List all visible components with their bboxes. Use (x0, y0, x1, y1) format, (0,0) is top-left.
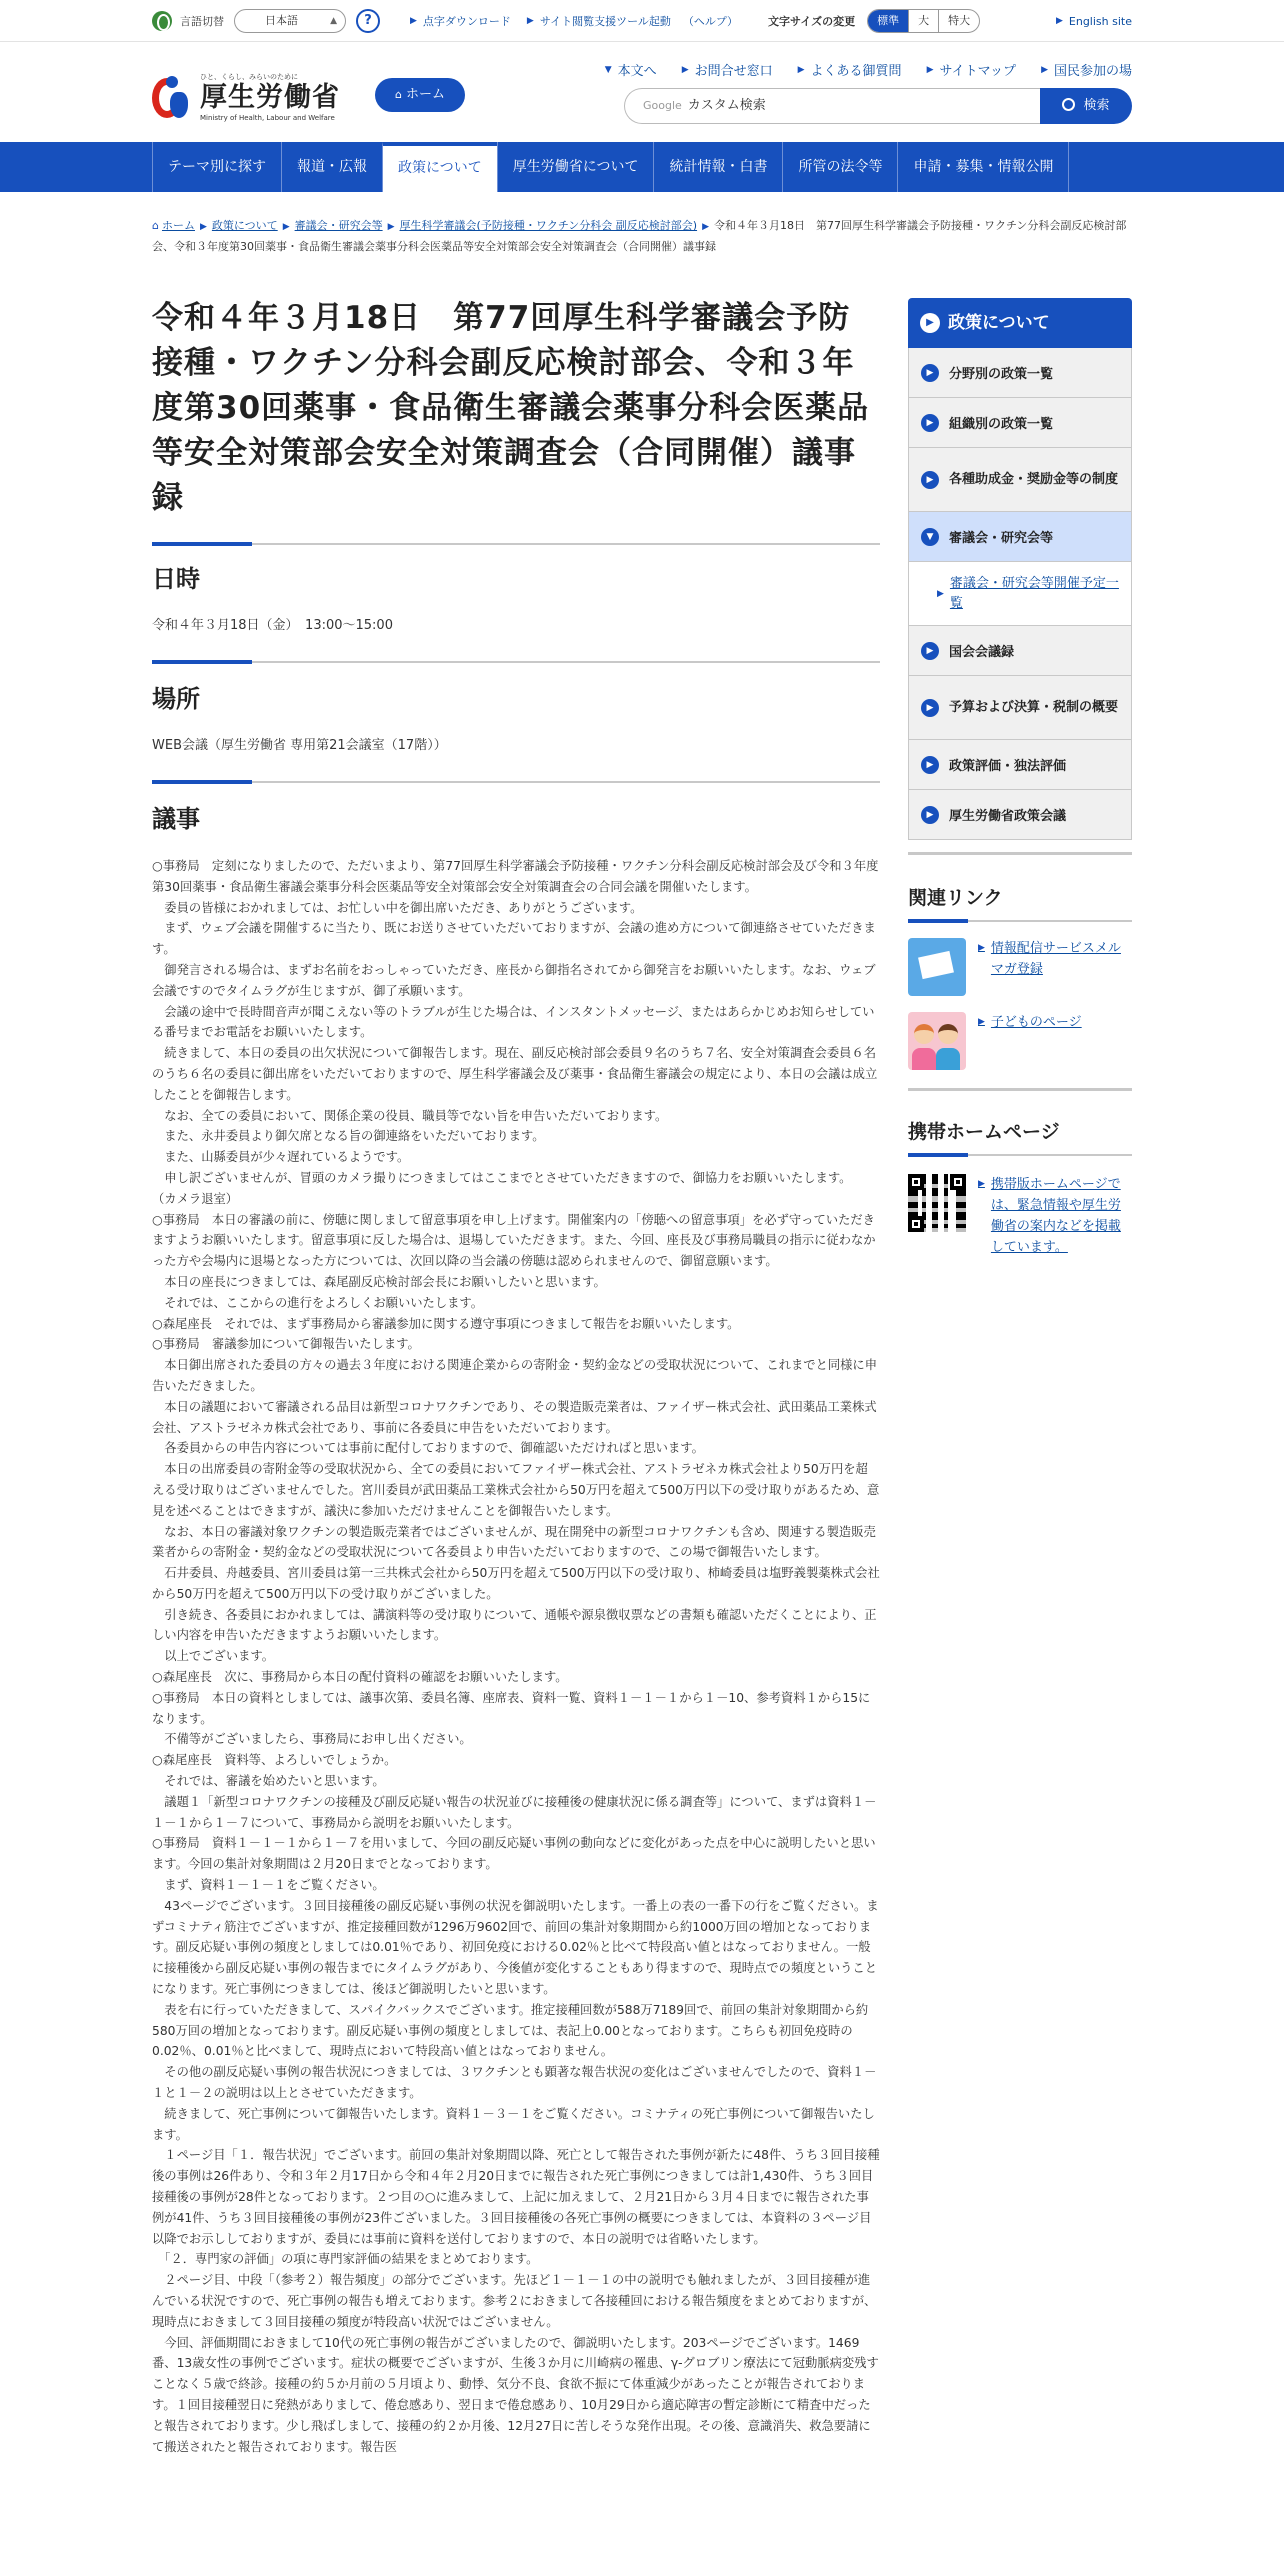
font-size-xlarge-button[interactable]: 特大 (938, 10, 979, 32)
agenda-paragraph: 続きまして、死亡事例について御報告いたします。資料１－３－１をご覧ください。コミナティの死亡事例について御報告いたします。 (152, 2106, 875, 2142)
chevron-right-icon: ▶ (921, 699, 939, 717)
braille-download-link[interactable] (410, 13, 511, 29)
arrow-right-icon: ▶ (797, 64, 805, 75)
agenda-paragraph: 御発言される場合は、まずお名前をおっしゃっていただき、座長から御指名されてから御発言をお願いいたします。なお、ウェブ会議ですのでタイムラグが生じますが、御了承願います。 (152, 962, 876, 998)
search-button-label: 検索 (1083, 98, 1110, 113)
nav-applications[interactable]: 申請・募集・情報公開 (897, 142, 1069, 192)
agenda-paragraph: 本日の出席委員の寄附金等の受取状況から、全ての委員においてファイザー株式会社、アストラゼネカ株式会社より50万円を超える受け取りはございませんでした。宮川委員が武田薬品工業株式会社から50万円を超えて500万円以下の受け取りがあるため、意見を述べることはできますが、議決に参加いただけませんことを御報告いたします。 (152, 1462, 880, 1518)
header-link-faq[interactable] (798, 60, 902, 79)
agenda-paragraph: それでは、審議を始めたいと思います。 (152, 1774, 385, 1789)
agenda-paragraph: その他の副反応疑い事例の報告状況につきましては、３ワクチンとも顕著な報告状況の変化はございませんでしたので、資料１－１と１－２の説明は以上とさせていただきます。 (152, 2065, 877, 2101)
mobile-link[interactable] (978, 1174, 1132, 1258)
arrow-right-icon: ▶ (1055, 16, 1063, 26)
chevron-right-icon: ▶ (921, 642, 939, 660)
logo-mark-icon (152, 72, 194, 122)
agenda-paragraph: また、山縣委員が少々遅れているようです。 (152, 1150, 410, 1165)
sidebar-header-label: 政策について (948, 313, 1050, 333)
arrow-right-icon: ▶ (526, 16, 534, 26)
agenda-paragraph: なお、本日の審議対象ワクチンの製造販売業者ではございませんが、現在開発中の新型コロナワクチンも含め、関連する製造販売業者からの寄附金・契約金などの受取状況について各委員より申告いただいておりますので、この場で御報告いたします。 (152, 1524, 876, 1560)
arrow-right-icon: ▶ (978, 943, 985, 953)
sidebar-item-by-field[interactable] (908, 348, 1132, 398)
agenda-paragraph: ○事務局 本日の審議の前に、傍聴に関しまして留意事項を申し上げます。開催案内の「傍聴への留意事項」を必ず守っていただきますようお願いいたします。留意事項に反した場合は、退場していただきます。また、今回、座長及び事務局職員の指示に従わなかった方や会場内に退場となった方については、次回以降の当会議の傍聴は認められませんので、御留意願います。 (152, 1212, 876, 1269)
arrow-right-icon: ▶ (410, 16, 417, 26)
section-heading-agenda: 議事 (152, 805, 200, 833)
sidebar-item-councils[interactable] (908, 512, 1132, 562)
agenda-paragraph: それでは、ここからの進行をよろしくお願いいたします。 (152, 1295, 484, 1310)
header-link-label: 本文へ (617, 64, 657, 79)
header-link-label: サイトマップ (939, 64, 1017, 79)
related-link[interactable] (978, 1012, 1082, 1070)
english-site-label: English site (1068, 14, 1132, 28)
agenda-paragraph: ○事務局 資料１－１－１から１－７を用いまして、今回の副反応疑い事例の動向などに変化があった点を中心に説明したいと思います。今回の集計対象期間は２月20日までとなっております。 (152, 1836, 876, 1872)
language-label: 言語切替 (180, 15, 224, 28)
mobile-heading: 携帯ホームページ (908, 1121, 1060, 1143)
breadcrumb-separator-icon: ▶ (387, 222, 395, 232)
font-size-normal-button[interactable]: 標準 (868, 10, 908, 32)
site-search (624, 88, 1132, 124)
agenda-paragraph: ○事務局 本日の資料としましては、議事次第、委員名簿、座席表、資料一覧、資料１－１－１から１－10、参考資料１から15になります。 (152, 1690, 871, 1726)
agenda-paragraph: 今回、評価期間におきまして10代の死亡事例の報告がございましたので、御説明いたします。203ページでございます。1469番、13歳女性の事例でございます。症状の概要でございますが、生後３か月に川崎病の罹患、γ-グロブリン療法にて冠動脈病変残すことなく５歳で終診。接種の約５か月前の５月頃より、動悸、気分不良、食欲不振にて体重減少があったことが報告されております。１回目接種翌日に発熱がありまして、倦怠感あり、翌日まで倦怠感あり、10月29日から適応障害の暫定診断にて精査中だったと報告されております。少し飛ばしまして、接種の約２か月後、12月27日に苦しそうな発作出現。その後、意識消失、救急要請にて搬送されたと報告されております。報告医 (152, 2335, 879, 2454)
agenda-paragraph: （カメラ退室） (152, 1191, 239, 1206)
chevron-right-icon: ▶ (921, 756, 939, 774)
place-text: WEB会議（厚生労働省 専用第21会議室（17階）） (152, 738, 447, 753)
search-placeholder: カスタム検索 (687, 98, 766, 113)
mobile-divider (908, 1154, 1132, 1156)
sidebar-item-diet-records[interactable] (908, 626, 1132, 676)
breadcrumb-home[interactable]: ホーム (161, 219, 195, 232)
agenda-paragraph: なお、全ての委員において、関係企業の役員、職員等でない旨を申告いただいております。 (152, 1108, 668, 1123)
sidebar-item-label: 政策評価・独法評価 (949, 759, 1067, 774)
sidebar-header[interactable] (908, 298, 1132, 348)
search-icon (1062, 98, 1075, 111)
global-nav (0, 142, 1284, 192)
chevron-right-icon: ▶ (921, 364, 939, 382)
breadcrumb-policy[interactable]: 政策について (211, 219, 278, 232)
agenda-paragraph: 続きまして、本日の委員の出欠状況について御報告します。現在、副反応検討部会委員９名のうち７名、安全対策調査会委員６名のうち６名の委員に御出席をいただいておりますので、厚生科学審議会及び薬事・食品衛生審議会の規定により、本日の会議は成立したことを御報告します。 (152, 1046, 878, 1102)
agenda-paragraph: 43ページでございます。３回目接種後の副反応疑い事例の状況を御説明いたします。一番上の表の一番下の行をご覧ください。まずコミナティ筋注でございますが、推定接種回数が1296万9602回で、前回の集計対象期間から約1000万回の増加となっております。副反応疑い事例の頻度としましては0.01％であり、初回免疫における0.02％と比べて特段高い値とはなっておりません。一般に接種後から副反応疑い事例の報告までにタイムラグがあり、今後値が変化することもあり得ますので、現時点での頻度ということになります。死亡事例につきましては、後ほど御説明したいと思います。 (152, 1898, 879, 1997)
title-divider (152, 543, 880, 545)
agenda-paragraph: １ページ目「１．報告状況」でございます。前回の集計対象期間以降、死亡として報告された事例が新たに48件、うち３回目接種後の事例は26件あり、令和３年２月17日から令和４年２月20日までに報告された死亡事例につきましては計1,430件、うち３回目接種後の事例が28件となっております。２つ目の○に進みまして、上記に加えまして、２月21日から３月４日までに報告された事例が41件、うち３回目接種後の事例が23件ございました。３回目接種後の各死亡事例の概要につきましては、本資料の３ページ目以降でお示ししておりますが、委員には事前に資料を送付しておりますので、本日の説明では省略いたします。 (152, 2148, 880, 2246)
related-link-label: 情報配信サービスメルマガ登録 (990, 941, 1121, 977)
breadcrumb-council-page[interactable]: 厚生科学審議会(予防接種・ワクチン分科会 副反応検討部会) (399, 219, 698, 232)
font-size-switcher (867, 9, 980, 33)
nav-press[interactable]: 報道・広報 (281, 142, 382, 192)
utility-bar (0, 0, 1284, 42)
sidebar-item-label: 厚生労働省政策会議 (949, 809, 1067, 824)
search-brand: Google (643, 99, 682, 112)
nav-statistics[interactable]: 統計情報・白書 (653, 142, 782, 192)
arrow-down-icon: ▼ (604, 64, 612, 75)
sidebar-divider (908, 852, 1132, 855)
browsing-support-label: サイト閲覧支援ツール起動 (539, 15, 671, 28)
language-select[interactable] (234, 9, 346, 33)
globe-icon (152, 11, 172, 31)
sidebar-item-label: 審議会・研究会等 (949, 531, 1054, 546)
agenda-paragraph: ○事務局 審議参加について御報告いたします。 (152, 1337, 420, 1352)
sidebar-item-evaluation[interactable] (908, 740, 1132, 790)
font-size-large-button[interactable]: 大 (908, 10, 938, 32)
header-link-main-content[interactable] (605, 60, 657, 79)
agenda-paragraph: 本日の議題において審議される品目は新型コロナワクチンであり、その製造販売業者は、ファイザー株式会社、武田薬品工業株式会社、アストラゼネカ株式会社であり、事前に各委員に申告をいただいております。 (152, 1399, 877, 1435)
section-divider (152, 661, 880, 663)
agenda-paragraph: 委員の皆様におかれましては、お忙しい中を御出席いただき、ありがとうございます。 (152, 900, 643, 915)
related-link[interactable] (978, 938, 1132, 996)
site-header (0, 42, 1284, 142)
date-text: 令和４年３月18日（金） 13:00～15:00 (152, 618, 393, 633)
sidebar-item-subsidies[interactable] (908, 448, 1132, 512)
language-help-button[interactable]: ? (356, 9, 380, 33)
related-links-divider (908, 920, 1132, 922)
breadcrumb-councils[interactable]: 審議会・研究会等 (294, 219, 383, 232)
mail-icon (908, 938, 966, 996)
agenda-paragraph: 引き続き、各委員におかれましては、講演料等の受け取りについて、通帳や源泉徴収票などの書類も確認いただくことにより、正しい内容を申告いただきますようお願いいたします。 (152, 1607, 877, 1643)
english-site-link[interactable] (1056, 15, 1132, 28)
chevron-down-icon: ▼ (921, 528, 939, 546)
agenda-paragraph: また、永井委員より御欠席となる旨の御連絡をいただいております。 (152, 1129, 545, 1144)
header-link-participation[interactable] (1041, 60, 1132, 79)
search-input[interactable] (624, 88, 1040, 124)
chevron-down-icon: ▲ (330, 16, 337, 26)
sidebar-item-council-schedule[interactable] (908, 562, 1132, 626)
chevron-right-icon: ▶ (920, 313, 940, 333)
search-button[interactable] (1040, 88, 1132, 124)
agenda-paragraph: まず、資料１－１－１をご覧ください。 (152, 1878, 385, 1893)
sidebar-item-budget[interactable] (908, 676, 1132, 740)
home-icon: ⌂ (152, 219, 159, 232)
header-link-label: 国民参加の場 (1053, 64, 1132, 79)
sidebar-divider (908, 1088, 1132, 1091)
agenda-paragraph: ○森尾座長 それでは、まず事務局から審議参加に関する遵守事項につきまして報告をお願いいたします。 (152, 1316, 740, 1331)
main-content (152, 296, 880, 2457)
sidebar-item-label: 組織別の政策一覧 (949, 417, 1054, 432)
agenda-paragraph: 「２．専門家の評価」の項に専門家評価の結果をまとめております。 (152, 2252, 539, 2267)
agenda-paragraph: 表を右に行っていただきまして、スパイクバックスでございます。推定接種回数が588万7189回で、前回の集計対象期間から約580万回の増加となっております。副反応疑い事例の頻度としましては、表記上0.00となっております。こちらも初回免疫時の0.02％、0.01％と比べまして、現時点において特段高い値とはなっておりません。 (152, 2002, 869, 2059)
section-heading-date: 日時 (152, 565, 200, 593)
breadcrumb-current: 令和４年３月18日 第77回厚生科学審議会予防接種・ワクチン分科会副反応検討部会、令和３年度第30回薬事・食品衛生審議会薬事分科会医薬品等安全対策部会安全対策調査会（合同開催）議事録 (152, 219, 1127, 253)
header-link-label: お問合せ窓口 (694, 64, 773, 79)
agenda-paragraph: 申し訳ございませんが、冒頭のカメラ撮りにつきましてはここまでとさせていただきますので、御協力をお願いいたします。 (152, 1170, 852, 1185)
sidebar-item-label: 分野別の政策一覧 (949, 367, 1054, 382)
agenda-body (152, 856, 880, 2457)
breadcrumb-separator-icon: ▶ (282, 222, 290, 232)
logo-tagline: ひと、くらし、みらいのために (200, 73, 298, 81)
chevron-right-icon: ▶ (921, 471, 939, 489)
mobile-link-label: 携帯版ホームページでは、緊急情報や厚生労働省の案内などを掲載しています。 (990, 1177, 1121, 1255)
related-item-mailmagazine[interactable] (908, 938, 1132, 996)
children-icon (908, 1012, 966, 1070)
agenda-paragraph: 議題１「新型コロナワクチンの接種及び副反応疑い報告の状況並びに接種後の健康状況に係る調査等」について、まずは資料１－１－１から１－７について、事務局から説明をお願いいたします。 (152, 1794, 877, 1830)
braille-download-label: 点字ダウンロード (422, 15, 511, 28)
arrow-right-icon: ▶ (978, 1179, 985, 1189)
agenda-paragraph: 会議の途中で長時間音声が聞こえない等のトラブルが生じた場合は、インスタントメッセージ、またはあらかじめお知らせしている番号までお電話をお願いいたします。 (152, 1004, 875, 1040)
agenda-paragraph: ○森尾座長 資料等、よろしいでしょうか。 (152, 1753, 397, 1768)
arrow-right-icon: ▶ (1041, 64, 1048, 75)
section-heading-place: 場所 (152, 685, 200, 713)
agenda-paragraph: 本日の座長につきましては、森尾副反応検討部会長にお願いしたいと思います。 (152, 1274, 606, 1289)
related-link-label: 子どものページ (990, 1015, 1082, 1030)
header-link-sitemap[interactable] (927, 60, 1017, 79)
agenda-paragraph: 本日御出席された委員の方々の過去３年度における関連企業からの寄附金・契約金などの受取状況について、これまでと同様に申告いただきました。 (152, 1358, 878, 1393)
nav-laws[interactable]: 所管の法令等 (782, 142, 897, 192)
chevron-right-icon: ▶ (921, 414, 939, 432)
related-links-heading: 関連リンク (908, 887, 1003, 909)
logo-text (200, 72, 340, 122)
home-button[interactable] (375, 78, 465, 112)
qr-code-icon (908, 1174, 966, 1232)
sidebar-item-label: 予算および決算・税制の概要 (949, 699, 1119, 715)
agenda-paragraph: ２ページ目、中段「（参考２）報告頻度」の部分でございます。先ほど１－１－１の中の説明でも触れましたが、３回目接種が進んでいる状況ですので、死亡事例の報告も増えております。参考２におきまして各接種回における報告頻度をまとめておりますが、現時点におきまして３回目接種の頻度が特段高い状況ではございません。 (152, 2273, 877, 2329)
header-links (580, 60, 1132, 79)
agenda-paragraph: 以上でございます。 (152, 1649, 274, 1664)
related-item-kids-page[interactable] (908, 1012, 1132, 1070)
header-link-contact[interactable] (682, 60, 773, 79)
nav-about[interactable]: 厚生労働省について (497, 142, 654, 192)
browsing-support-link[interactable] (527, 13, 671, 29)
section-divider (152, 781, 880, 783)
agenda-paragraph: ○森尾座長 次に、事務局から本日の配付資料の確認をお願いいたします。 (152, 1670, 568, 1685)
chevron-right-icon: ▶ (921, 806, 939, 824)
agenda-paragraph: ○事務局 定刻になりましたので、ただいまより、第77回厚生科学審議会予防接種・ワクチン分科会副反応検討部会及び令和３年度第30回薬事・食品衛生審議会薬事分科会医薬品等安全対策部会安全対策調査会の合同会議を開催いたします。 (152, 859, 879, 894)
font-size-label: 文字サイズの変更 (767, 15, 856, 28)
home-icon: ⌂ (395, 88, 402, 101)
agenda-paragraph: まず、ウェブ会議を開催するに当たり、既にお送りさせていただいておりますが、会議の進め方について御連絡させていただきます。 (152, 921, 876, 957)
agenda-paragraph: 各委員からの申告内容については事前に配付しておりますので、御確認いただければと思います。 (152, 1441, 704, 1456)
sidebar-item-label: 審議会・研究会等開催予定一覧 (949, 575, 1119, 611)
language-select-value: 日本語 (265, 14, 298, 27)
browsing-support-help-link[interactable]: （ヘルプ） (682, 15, 738, 28)
arrow-right-icon: ▶ (978, 1017, 985, 1027)
home-button-label: ホーム (405, 87, 445, 102)
breadcrumb-separator-icon: ▶ (199, 222, 207, 232)
nav-policy[interactable]: 政策について (382, 142, 497, 192)
logo-name: 厚生労働省 (200, 82, 340, 113)
agenda-paragraph: 石井委員、舟越委員、宮川委員は第一三共株式会社から50万円を超えて500万円以下の受け取り、柿崎委員は塩野義製薬株式会社から50万円を超えて500万円以下の受け取りがございました。 (152, 1566, 880, 1601)
logo-name-en: Ministry of Health, Labour and Welfare (200, 114, 335, 122)
agenda-paragraph: 不備等がございましたら、事務局にお申し出ください。 (152, 1732, 472, 1747)
page-title: 令和４年３月18日 第77回厚生科学審議会予防接種・ワクチン分科会副反応検討部会、令和３年度第30回薬事・食品衛生審議会薬事分科会医薬品等安全対策部会安全対策調査会（合同開催）議事録 (152, 300, 870, 516)
arrow-right-icon: ▶ (937, 588, 944, 599)
sidebar-item-label: 国会会議録 (949, 645, 1015, 660)
nav-theme[interactable]: テーマ別に探す (152, 142, 281, 192)
breadcrumb-separator-icon: ▶ (702, 222, 709, 232)
site-logo[interactable] (152, 72, 340, 122)
sidebar-item-label: 各種助成金・奨励金等の制度 (949, 471, 1119, 487)
mobile-item (908, 1174, 1132, 1258)
breadcrumb (152, 216, 1132, 257)
arrow-right-icon: ▶ (926, 64, 934, 75)
sidebar (908, 298, 1132, 1258)
sidebar-item-by-organization[interactable] (908, 398, 1132, 448)
sidebar-item-policy-council[interactable] (908, 790, 1132, 840)
header-link-label: よくある御質問 (810, 64, 902, 79)
arrow-right-icon: ▶ (681, 64, 689, 75)
